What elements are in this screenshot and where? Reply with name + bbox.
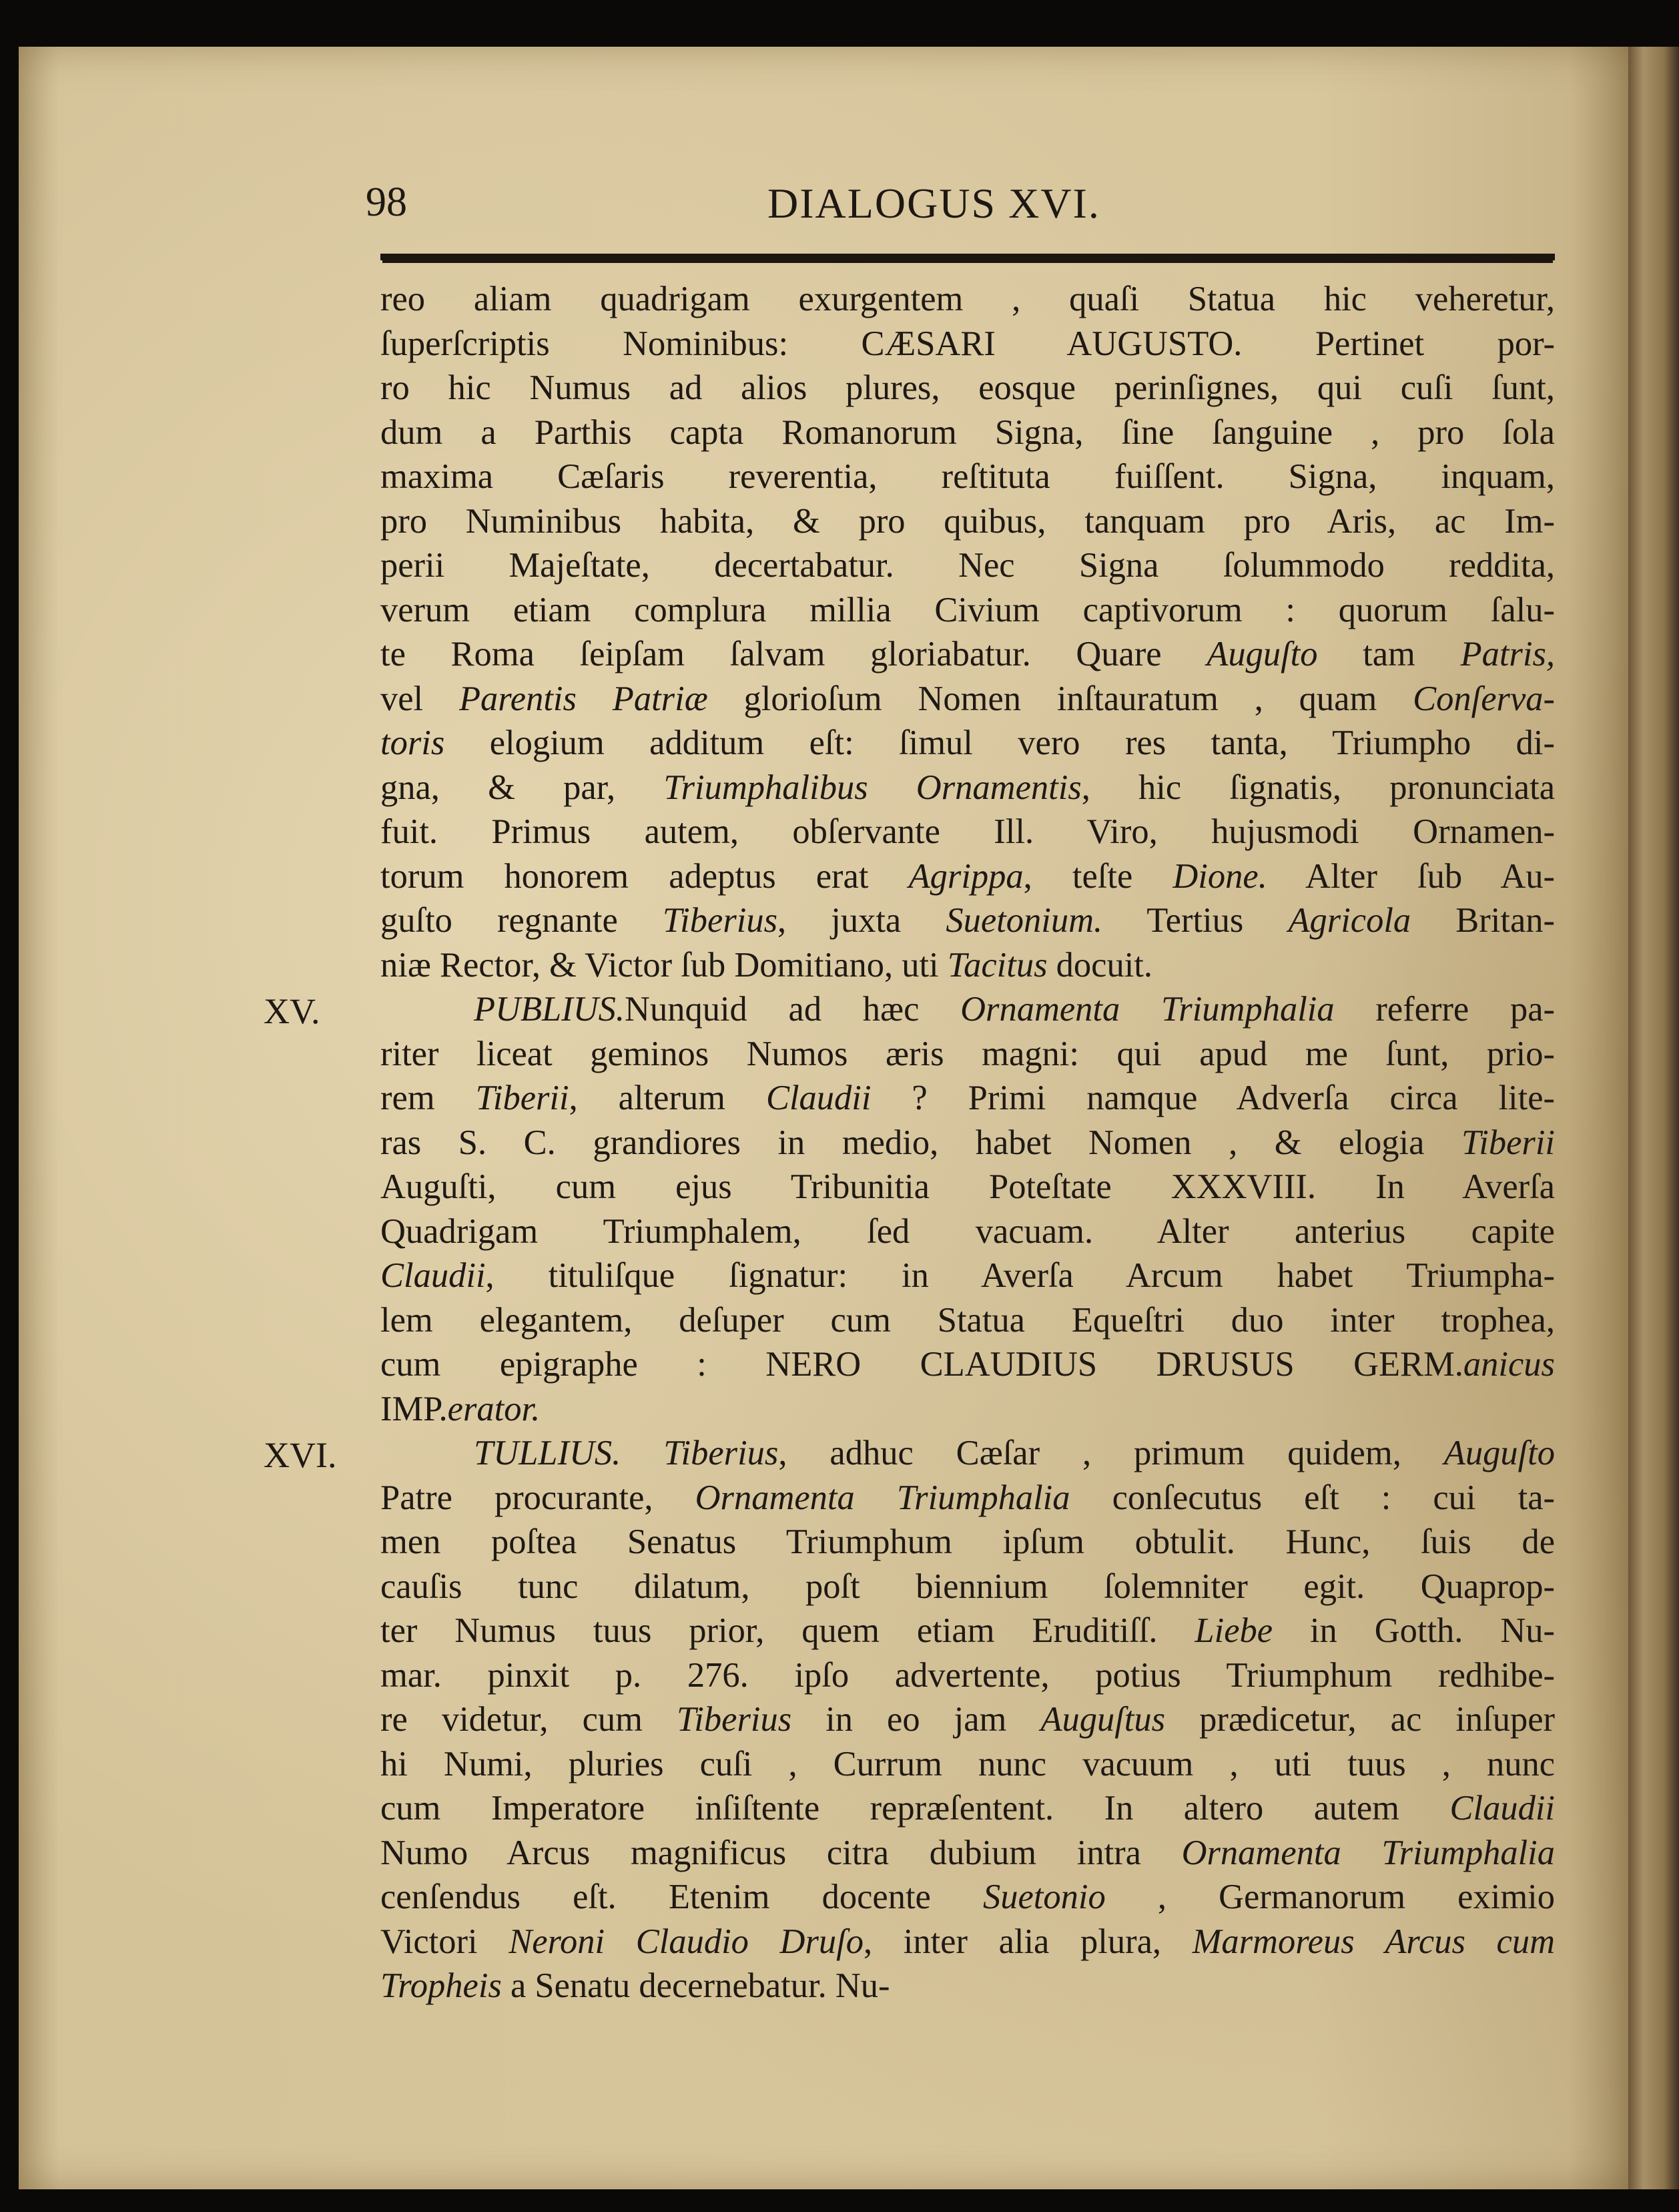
- italic-run: Tiberii: [1461, 1123, 1555, 1162]
- italic-run: Tacitus: [947, 945, 1048, 985]
- text-run: perii Majeſtate, decertabatur. Nec Signa ſolummodo reddita,: [380, 546, 1555, 585]
- text-run: , alterum: [569, 1079, 766, 1117]
- page-header: [0, 179, 1679, 232]
- text-line: [380, 1697, 1555, 1742]
- text-run: lem elegantem, deſuper cum Statua Equeſtri duo inter trophea,: [380, 1300, 1555, 1340]
- italic-run: Tiberius: [662, 901, 778, 940]
- text-run: Patre procurante,: [380, 1478, 695, 1517]
- text-line: [380, 632, 1555, 677]
- text-run: niæ Rector, & Victor ſub Domitiano, uti: [380, 945, 948, 985]
- italic-run: PUBLIUS.: [474, 990, 625, 1029]
- text-line: [380, 1254, 1555, 1298]
- italic-run: Triumphalibus Ornamentis: [663, 768, 1082, 807]
- text-run: gna, & par,: [380, 768, 664, 807]
- text-line: [380, 898, 1555, 943]
- italic-run: Auguſtus: [1040, 1700, 1166, 1739]
- text-line: [380, 1476, 1555, 1520]
- text-line: [380, 1165, 1555, 1209]
- text-line: [380, 1076, 1555, 1121]
- text-line: [380, 499, 1555, 544]
- text-run: conſecutus eſt : cui ta-: [1070, 1478, 1555, 1517]
- text-run: , tituliſque ſignatur: in Averſa Arcum habet Triumpha-: [485, 1256, 1555, 1295]
- italic-run: Tropheis: [380, 1966, 502, 2005]
- text-line: [380, 455, 1555, 499]
- text-run: ſuperſcriptis Nominibus: CÆSARI AUGUSTO. Pertinet por-: [380, 324, 1555, 363]
- text-run: a Senatu decernebatur. Nu-: [501, 1966, 890, 2005]
- text-line: [380, 1032, 1555, 1077]
- text-line: [380, 677, 1555, 722]
- section-number-xv: XV.: [264, 991, 320, 1031]
- text-run: docuit.: [1047, 945, 1153, 985]
- text-run: Nunquid ad hæc: [625, 990, 961, 1029]
- text-line: [380, 721, 1555, 766]
- text-run: Alter ſub Au-: [1267, 856, 1555, 896]
- text-run: Auguſti, cum ejus Tribunitia Poteſtate XXXVIII. In Averſa: [380, 1167, 1555, 1206]
- text-run: ras S. C. grandiores in medio, habet Nomen , & elogia: [380, 1123, 1461, 1162]
- italic-run: Agrippa: [908, 856, 1024, 896]
- text-run: Britan-: [1411, 901, 1555, 940]
- text-line: [380, 810, 1555, 854]
- text-line: [380, 366, 1555, 410]
- text-line: [380, 987, 1555, 1032]
- text-run: cauſis tunc dilatum, poſt biennium ſolemniter egit. Quaprop-: [380, 1567, 1555, 1606]
- text-line: [380, 766, 1555, 810]
- italic-run: Suetonium.: [946, 901, 1103, 940]
- text-line: [380, 1520, 1555, 1565]
- italic-run: Tiberii: [475, 1079, 569, 1117]
- text-line: [380, 1431, 1555, 1476]
- text-run: glorioſum Nomen inſtauratum , quam: [707, 679, 1413, 718]
- text-line: [380, 1831, 1555, 1876]
- text-run: rem: [380, 1079, 476, 1117]
- text-run: referre pa-: [1334, 990, 1555, 1029]
- text-line: [380, 1742, 1555, 1787]
- text-run: ro hic Numus ad alios plures, eosque perinſignes, qui cuſi ſunt,: [380, 368, 1555, 407]
- text-run: Tertius: [1102, 901, 1289, 940]
- text-line: [380, 1920, 1555, 1964]
- text-run: pro Numinibus habita, & pro quibus, tanquam pro Aris, ac Im-: [380, 501, 1555, 541]
- text-run: mar. pinxit p. 276. ipſo advertente, potius Triumphum redhibe-: [380, 1655, 1555, 1695]
- text-line: [380, 854, 1555, 899]
- text-run: , juxta: [777, 901, 946, 940]
- text-run: maxima Cæſaris reverentia, reſtituta fuiſſent. Signa, inquam,: [380, 457, 1555, 496]
- text-run: ter Numus tuus prior, quem etiam Eruditiſſ.: [380, 1611, 1195, 1650]
- text-run: in eo jam: [791, 1700, 1041, 1739]
- italic-run: Claudii: [1449, 1789, 1555, 1828]
- text-line: [380, 588, 1555, 633]
- text-run: vel: [380, 679, 459, 718]
- text-run: in Gotth. Nu-: [1273, 1611, 1555, 1650]
- italic-run: toris: [380, 724, 445, 762]
- text-run: dum a Parthis capta Romanorum Signa, ſine ſanguine , pro ſola: [380, 412, 1555, 452]
- italic-run: Conſerva-: [1413, 679, 1555, 718]
- text-run: ? Primi namque Adverſa circa lite-: [871, 1079, 1555, 1117]
- italic-run: Parentis Patriæ: [458, 679, 708, 718]
- text-run: guſto regnante: [380, 901, 663, 940]
- text-line: [380, 1875, 1555, 1920]
- italic-run: Auguſto: [1443, 1434, 1555, 1472]
- text-run: tam: [1317, 635, 1461, 673]
- text-run: , Germanorum eximio: [1105, 1878, 1555, 1916]
- text-run: fuit. Primus autem, obſervante Ill. Viro, hujusmodi Ornamen-: [380, 812, 1555, 851]
- text-line: [380, 1209, 1555, 1254]
- italic-run: anicus: [1463, 1345, 1555, 1384]
- text-line: [380, 543, 1555, 588]
- text-run: reo aliam quadrigam exurgentem , quaſi Statua hic veheretur,: [380, 280, 1555, 318]
- italic-run: Auguſto: [1207, 635, 1318, 673]
- text-run: re videtur, cum: [380, 1700, 677, 1739]
- italic-run: erator.: [447, 1389, 541, 1428]
- text-run: Victori: [380, 1922, 509, 1961]
- text-line: [380, 1342, 1555, 1387]
- text-line: [380, 1298, 1555, 1343]
- body-text: [380, 277, 1555, 2008]
- text-run: cum epigraphe : NERO CLAUDIUS DRUSUS GERM.: [380, 1345, 1463, 1384]
- italic-run: Ornamenta Triumphalia: [695, 1478, 1070, 1517]
- text-line: [380, 1609, 1555, 1653]
- text-run: cenſendus eſt. Etenim docente: [380, 1878, 983, 1916]
- page-number: 98: [366, 180, 407, 225]
- text-run: cum Imperatore inſiſtente repræſentent. In altero autem: [380, 1789, 1450, 1828]
- text-run: Quadrigam Triumphalem, ſed vacuam. Alter anterius capite: [380, 1211, 1555, 1251]
- italic-run: Claudii: [380, 1256, 486, 1295]
- running-head: DIALOGUS XVI.: [767, 180, 1100, 227]
- text-run: riter liceat geminos Numos æris magni: qui apud me ſunt, prio-: [380, 1034, 1555, 1073]
- text-line: [380, 322, 1555, 366]
- text-line: [380, 1964, 1555, 2008]
- text-line: [380, 1653, 1555, 1698]
- text-run: te Roma ſeipſam ſalvam gloriabatur. Quare: [380, 635, 1207, 673]
- text-line: [380, 277, 1555, 322]
- italic-run: Patris,: [1460, 635, 1555, 673]
- italic-run: Agricola: [1288, 901, 1411, 940]
- text-run: , adhuc Cæſar , primum quidem,: [778, 1434, 1444, 1472]
- italic-run: Marmoreus Arcus cum: [1192, 1922, 1555, 1961]
- text-line: [380, 410, 1555, 455]
- italic-run: TULLIUS. Tiberius: [474, 1434, 779, 1472]
- text-run: hi Numi, pluries cuſi , Currum nunc vacuum , uti tuus , nunc: [380, 1744, 1555, 1783]
- text-run: , inter alia plura,: [863, 1922, 1193, 1961]
- book-spine: [1628, 47, 1679, 2189]
- header-rule: [380, 254, 1555, 260]
- italic-run: Neroni Claudio Druſo: [509, 1922, 864, 1961]
- text-run: verum etiam complura millia Civium captivorum : quorum ſalu-: [380, 590, 1555, 629]
- text-run: IMP.: [380, 1389, 448, 1428]
- text-line: [380, 1565, 1555, 1609]
- italic-run: Liebe: [1195, 1611, 1273, 1650]
- text-line: [380, 943, 1555, 988]
- text-run: Numo Arcus magnificus citra dubium intra: [380, 1833, 1182, 1872]
- text-line: [380, 1121, 1555, 1165]
- italic-run: Suetonio: [982, 1878, 1106, 1916]
- italic-run: Ornamenta Triumphalia: [1181, 1833, 1555, 1872]
- text-run: men poſtea Senatus Triumphum ipſum obtulit. Hunc, ſuis de: [380, 1523, 1555, 1561]
- italic-run: Ornamenta Triumphalia: [960, 990, 1335, 1029]
- text-line: [380, 1786, 1555, 1831]
- text-run: prædicetur, ac inſuper: [1165, 1700, 1555, 1739]
- text-run: , hic ſignatis, pronunciata: [1081, 768, 1556, 807]
- text-run: elogium additum eſt: ſimul vero res tanta, Triumpho di-: [444, 724, 1555, 762]
- section-number-xvi: XVI.: [264, 1435, 337, 1475]
- italic-run: Claudii: [765, 1079, 872, 1117]
- text-run: , teſte: [1023, 856, 1173, 896]
- italic-run: Tiberius: [677, 1700, 792, 1739]
- text-line: [380, 1387, 1555, 1432]
- text-run: torum honorem adeptus erat: [380, 856, 909, 896]
- italic-run: Dione.: [1172, 856, 1267, 896]
